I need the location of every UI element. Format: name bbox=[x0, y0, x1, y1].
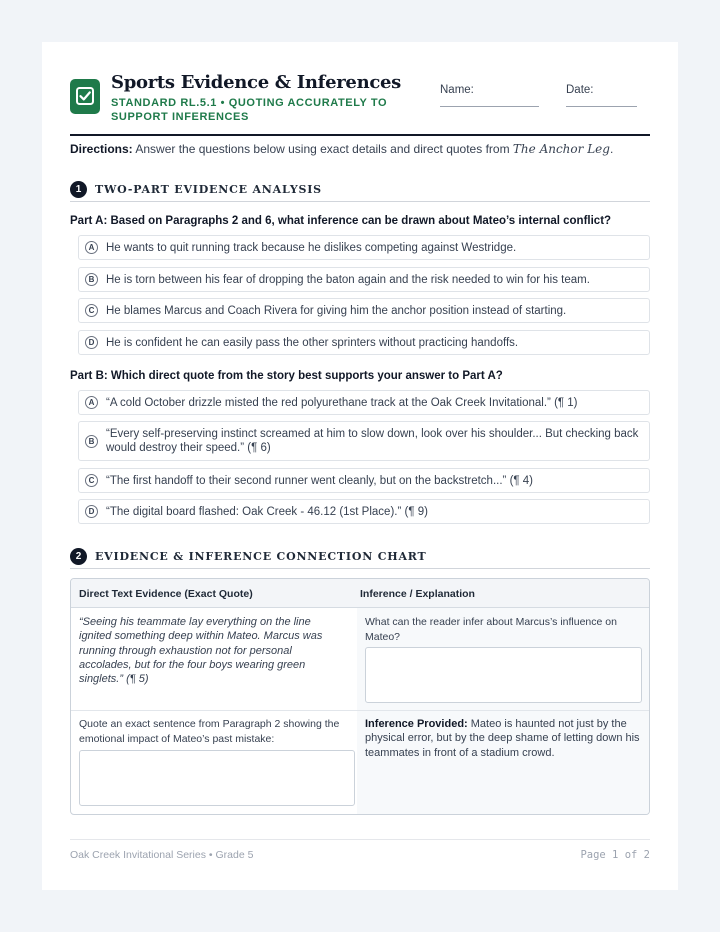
option-letter: A bbox=[85, 396, 98, 409]
option-text: He blames Marcus and Coach Rivera for giving him the anchor position instead of starting. bbox=[106, 304, 567, 317]
inference-provided bbox=[365, 717, 641, 760]
footer-page-number: Page 1 of 2 bbox=[580, 849, 650, 861]
chart-header bbox=[71, 579, 649, 608]
option-text: “A cold October drizzle misted the red polyurethane track at the Oak Creek Invitational.” (¶ 1) bbox=[106, 396, 578, 409]
evidence-prompt: Quote an exact sentence from Paragraph 2 showing the emotional impact of Mateo’s past mistake: bbox=[79, 718, 340, 745]
footer-divider bbox=[70, 839, 650, 840]
chart-row-2 bbox=[71, 711, 649, 815]
section-1-number: 1 bbox=[70, 181, 87, 198]
part-a-option-c[interactable] bbox=[78, 298, 650, 323]
name-field[interactable] bbox=[440, 106, 539, 107]
section-2-heading bbox=[70, 549, 650, 569]
page-title: Sports Evidence & Inferences bbox=[111, 72, 401, 93]
section-2-title: EVIDENCE & INFERENCE CONNECTION CHART bbox=[95, 550, 427, 563]
directions-label: Directions: bbox=[70, 142, 133, 156]
part-a-question: Part A: Based on Paragraphs 2 and 6, what inference can be drawn about Mateo’s internal conflict? bbox=[70, 215, 612, 227]
footer-series: Oak Creek Invitational Series • Grade 5 bbox=[70, 849, 254, 861]
option-letter: C bbox=[85, 304, 98, 317]
section-1-heading bbox=[70, 182, 650, 202]
date-field[interactable] bbox=[566, 106, 637, 107]
directions-end: . bbox=[609, 142, 614, 156]
part-a-option-b[interactable] bbox=[78, 267, 650, 292]
part-a-option-a[interactable] bbox=[78, 235, 650, 260]
part-b-option-d[interactable] bbox=[78, 499, 650, 524]
option-text: He is confident he can easily pass the other sprinters without practicing handoffs. bbox=[106, 336, 519, 349]
worksheet-header bbox=[70, 42, 650, 136]
worksheet-page bbox=[42, 42, 678, 890]
option-text: He wants to quit running track because he dislikes competing against Westridge. bbox=[106, 241, 517, 254]
option-letter: D bbox=[85, 336, 98, 349]
inference-answer-box[interactable] bbox=[365, 647, 642, 703]
option-text: “The first handoff to their second runner went cleanly, but on the backstretch...” (¶ 4) bbox=[106, 474, 533, 487]
inference-prompt: What can the reader infer about Marcus’s influence on Mateo? bbox=[365, 616, 617, 643]
option-text: “Every self-preserving instinct screamed at him to slow down, look over his shoulder... But checking back would destroy their speed.” (¶ 6) bbox=[106, 428, 639, 454]
option-letter: D bbox=[85, 505, 98, 518]
section-2-number: 2 bbox=[70, 548, 87, 565]
option-text: He is torn between his fear of dropping the baton again and the risk needed to win for his team. bbox=[106, 273, 590, 286]
section-1-title: TWO-PART EVIDENCE ANALYSIS bbox=[95, 183, 322, 196]
story-title: The Anchor Leg bbox=[512, 142, 610, 156]
part-b-question: Part B: Which direct quote from the story best supports your answer to Part A? bbox=[70, 370, 503, 382]
col-header-inference: Inference / Explanation bbox=[360, 588, 475, 600]
evidence-inference-chart bbox=[70, 578, 650, 815]
option-text: “The digital board flashed: Oak Creek - 46.12 (1st Place).” (¶ 9) bbox=[106, 505, 428, 518]
name-label: Name: bbox=[440, 84, 474, 96]
directions-text: Answer the questions below using exact details and direct quotes from bbox=[135, 142, 510, 156]
col-header-evidence: Direct Text Evidence (Exact Quote) bbox=[79, 588, 253, 600]
option-letter: B bbox=[85, 273, 98, 286]
chart-row-1 bbox=[71, 608, 649, 711]
standard-label: STANDARD RL.5.1 • QUOTING ACCURATELY TO SUPPORT INFERENCES bbox=[111, 97, 388, 123]
part-b-option-b[interactable] bbox=[78, 421, 650, 461]
inference-provided-label: Inference Provided: bbox=[365, 718, 468, 730]
directions bbox=[70, 142, 613, 156]
option-letter: A bbox=[85, 241, 98, 254]
checkbox-icon bbox=[70, 79, 100, 114]
evidence-quote: “Seeing his teammate lay everything on the line ignited something deep within Mateo. Marcus was running through exhaustion not for personal accolades, but for the four boys wearing green singlets.” (¶ 5) bbox=[79, 616, 323, 686]
part-b-option-a[interactable] bbox=[78, 390, 650, 415]
option-letter: C bbox=[85, 474, 98, 487]
inference-provided-text: Mateo is haunted not just by the physical error, but by the deep shame of letting down his teammates in front of a stadium crowd. bbox=[365, 718, 640, 759]
part-a-option-d[interactable] bbox=[78, 330, 650, 355]
option-letter: B bbox=[85, 435, 98, 448]
evidence-answer-box[interactable] bbox=[79, 750, 355, 806]
date-label: Date: bbox=[566, 84, 594, 96]
part-b-option-c[interactable] bbox=[78, 468, 650, 493]
